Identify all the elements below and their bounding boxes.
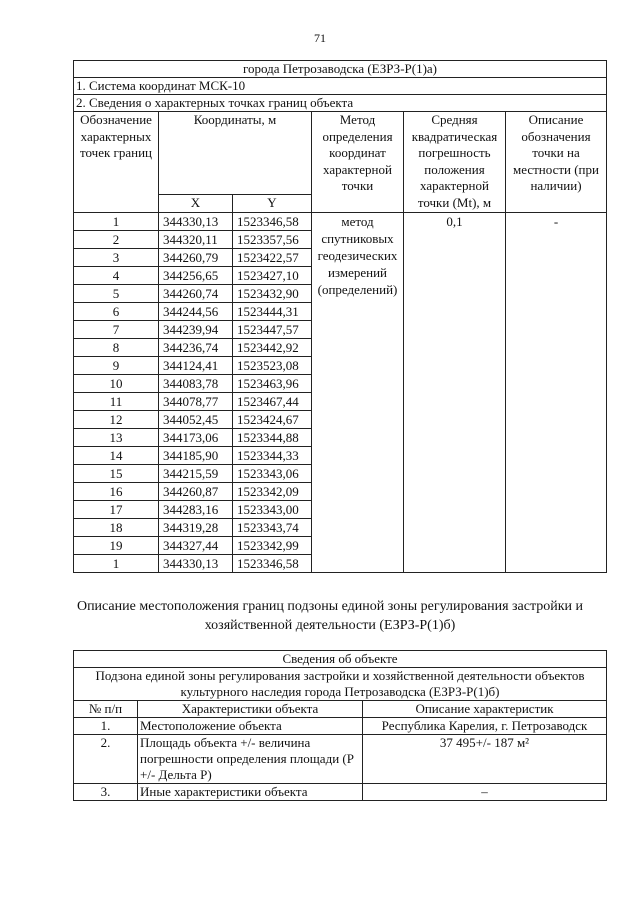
table-row	[74, 784, 607, 801]
method-header: Метод определения координат характерной точки	[312, 112, 404, 213]
object-info-table	[73, 650, 607, 801]
point-x: 344260,79	[159, 248, 233, 266]
point-y: 1523343,74	[233, 518, 312, 536]
point-number: 13	[74, 428, 159, 446]
table-row	[74, 212, 607, 230]
values-header: Описание характеристик	[363, 701, 607, 718]
accuracy-value: 0,1	[404, 212, 506, 572]
point-x: 344260,74	[159, 284, 233, 302]
table-row	[74, 718, 607, 735]
point-y: 1523432,90	[233, 284, 312, 302]
section-caption: Описание местоположения границ подзоны единой зоны регулирования застройки и хозяйственной деятельности (ЕЗРЗ-Р(1)б)	[76, 599, 584, 633]
point-x: 344236,74	[159, 338, 233, 356]
page-number: 71	[314, 31, 326, 45]
point-number: 15	[74, 464, 159, 482]
point-y: 1523422,57	[233, 248, 312, 266]
point-number: 10	[74, 374, 159, 392]
description-header: Описание обозначения точки на местности (при наличии)	[506, 112, 607, 213]
point-x: 344078,77	[159, 392, 233, 410]
row-number: 1.	[74, 718, 138, 735]
point-y: 1523442,92	[233, 338, 312, 356]
object-title: Сведения об объекте	[74, 651, 607, 668]
point-number: 16	[74, 482, 159, 500]
object-subtitle: Подзона единой зоны регулирования застройки и хозяйственной деятельности объектов культурного наследия города Петрозаводска (ЕЗРЗ-Р(1)б)	[74, 668, 607, 701]
point-y: 1523342,99	[233, 536, 312, 554]
point-x: 344083,78	[159, 374, 233, 392]
point-number: 18	[74, 518, 159, 536]
point-number: 4	[74, 266, 159, 284]
characteristic-value: Республика Карелия, г. Петрозаводск	[363, 718, 607, 735]
point-y: 1523343,06	[233, 464, 312, 482]
object-header-row	[74, 701, 607, 718]
coordinates-header: Координаты, м	[159, 112, 312, 195]
point-x: 344124,41	[159, 356, 233, 374]
point-number: 19	[74, 536, 159, 554]
point-x: 344173,06	[159, 428, 233, 446]
characteristic-value: –	[363, 784, 607, 801]
header-row	[74, 112, 607, 195]
method-value: метод спутниковых геодезических измерений (определений)	[312, 212, 404, 572]
characteristic-label: Иные характеристики объекта	[138, 784, 363, 801]
point-x: 344052,45	[159, 410, 233, 428]
point-number: 17	[74, 500, 159, 518]
characteristic-label: Местоположение объекта	[138, 718, 363, 735]
points-info-row	[74, 95, 607, 112]
object-title-row	[74, 651, 607, 668]
point-y: 1523463,96	[233, 374, 312, 392]
point-number: 1	[74, 554, 159, 572]
x-header: X	[159, 195, 233, 213]
coord-system: 1. Система координат МСК-10	[74, 78, 607, 95]
point-x: 344260,87	[159, 482, 233, 500]
point-number: 7	[74, 320, 159, 338]
point-y: 1523343,00	[233, 500, 312, 518]
point-number: 2	[74, 230, 159, 248]
point-x: 344215,59	[159, 464, 233, 482]
point-x: 344320,11	[159, 230, 233, 248]
point-x: 344330,13	[159, 212, 233, 230]
characteristics-header: Характеристики объекта	[138, 701, 363, 718]
point-y: 1523342,09	[233, 482, 312, 500]
point-number: 14	[74, 446, 159, 464]
point-number: 6	[74, 302, 159, 320]
point-x: 344239,94	[159, 320, 233, 338]
points-info: 2. Сведения о характерных точках границ объекта	[74, 95, 607, 112]
y-header: Y	[233, 195, 312, 213]
point-number: 9	[74, 356, 159, 374]
point-x: 344330,13	[159, 554, 233, 572]
point-y: 1523444,31	[233, 302, 312, 320]
description-value: -	[506, 212, 607, 572]
characteristic-label: Площадь объекта +/- величина погрешности определения площади (P +/- Дельта P)	[138, 735, 363, 784]
point-y: 1523344,33	[233, 446, 312, 464]
designation-header: Обозначение характерных точек границ	[74, 112, 159, 213]
point-number: 11	[74, 392, 159, 410]
boundary-points-table	[73, 60, 607, 573]
accuracy-header: Средняя квадратическая погрешность положения характерной точки (Mt), м	[404, 112, 506, 213]
point-y: 1523523,08	[233, 356, 312, 374]
point-y: 1523357,56	[233, 230, 312, 248]
table-title: города Петрозаводска (ЕЗРЗ-Р(1)а)	[74, 61, 607, 78]
point-x: 344319,28	[159, 518, 233, 536]
point-y: 1523427,10	[233, 266, 312, 284]
point-x: 344283,16	[159, 500, 233, 518]
point-x: 344244,56	[159, 302, 233, 320]
point-y: 1523467,44	[233, 392, 312, 410]
point-number: 5	[74, 284, 159, 302]
point-y: 1523424,67	[233, 410, 312, 428]
num-header: № п/п	[74, 701, 138, 718]
table-row	[74, 735, 607, 784]
row-number: 2.	[74, 735, 138, 784]
point-x: 344256,65	[159, 266, 233, 284]
point-number: 12	[74, 410, 159, 428]
point-number: 8	[74, 338, 159, 356]
point-y: 1523447,57	[233, 320, 312, 338]
table-title-row	[74, 61, 607, 78]
characteristic-value: 37 495+/- 187 м²	[363, 735, 607, 784]
point-y: 1523344,88	[233, 428, 312, 446]
point-number: 1	[74, 212, 159, 230]
object-subtitle-row	[74, 668, 607, 701]
point-y: 1523346,58	[233, 554, 312, 572]
point-x: 344185,90	[159, 446, 233, 464]
row-number: 3.	[74, 784, 138, 801]
point-y: 1523346,58	[233, 212, 312, 230]
point-x: 344327,44	[159, 536, 233, 554]
point-number: 3	[74, 248, 159, 266]
coord-system-row	[74, 78, 607, 95]
